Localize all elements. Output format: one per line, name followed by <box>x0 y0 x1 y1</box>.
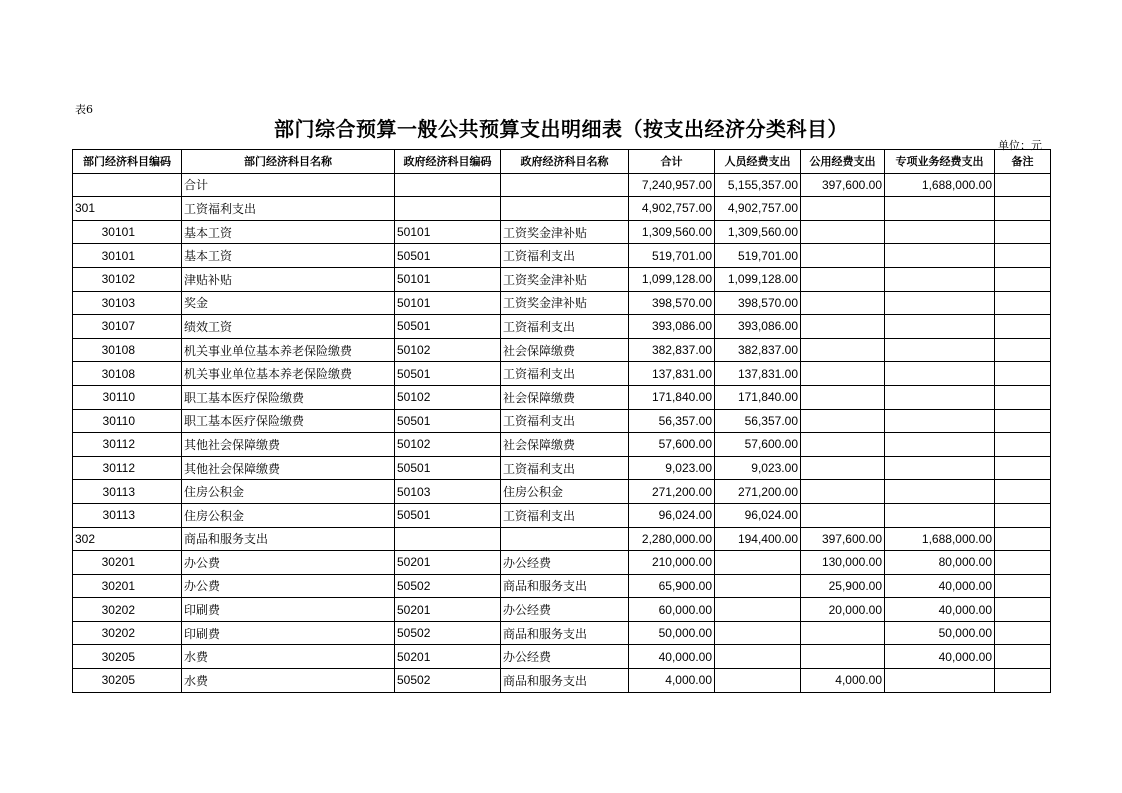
special-project-cell <box>885 291 995 315</box>
personnel-expense-cell: 1,099,128.00 <box>715 267 801 291</box>
special-project-cell <box>885 267 995 291</box>
total-cell: 9,023.00 <box>629 456 715 480</box>
personnel-expense-cell <box>715 669 801 693</box>
gov-econ-name-cell <box>501 197 629 221</box>
personnel-expense-cell: 57,600.00 <box>715 433 801 457</box>
remark-cell <box>995 598 1051 622</box>
personnel-expense-cell: 96,024.00 <box>715 503 801 527</box>
special-project-cell <box>885 244 995 268</box>
dept-econ-name-cell: 印刷费 <box>182 598 395 622</box>
page-title: 部门综合预算一般公共预算支出明细表（按支出经济分类科目） <box>274 117 848 141</box>
public-expense-cell <box>801 385 885 409</box>
table-row <box>73 385 1051 409</box>
table-row <box>73 574 1051 598</box>
gov-econ-code-cell: 50101 <box>395 291 501 315</box>
public-expense-cell <box>801 291 885 315</box>
dept-econ-code-cell: 30112 <box>73 433 182 457</box>
dept-econ-code-cell: 30113 <box>73 503 182 527</box>
personnel-expense-cell: 56,357.00 <box>715 409 801 433</box>
gov-econ-code-cell: 50103 <box>395 480 501 504</box>
personnel-expense-cell <box>715 551 801 575</box>
remark-cell <box>995 669 1051 693</box>
gov-econ-name-cell: 商品和服务支出 <box>501 621 629 645</box>
remark-cell <box>995 527 1051 551</box>
public-expense-cell <box>801 645 885 669</box>
remark-cell <box>995 315 1051 339</box>
dept-econ-code-cell: 30202 <box>73 598 182 622</box>
total-cell: 2,280,000.00 <box>629 527 715 551</box>
table-row <box>73 433 1051 457</box>
public-expense-cell <box>801 433 885 457</box>
special-project-cell: 1,688,000.00 <box>885 173 995 197</box>
personnel-expense-cell <box>715 598 801 622</box>
dept-econ-code-cell: 301 <box>73 197 182 221</box>
gov-econ-code-cell: 50502 <box>395 574 501 598</box>
table-row <box>73 598 1051 622</box>
special-project-cell: 1,688,000.00 <box>885 527 995 551</box>
public-expense-cell <box>801 480 885 504</box>
special-project-cell <box>885 409 995 433</box>
total-cell: 382,837.00 <box>629 338 715 362</box>
personnel-expense-cell <box>715 621 801 645</box>
dept-econ-name-cell: 印刷费 <box>182 621 395 645</box>
remark-cell <box>995 409 1051 433</box>
public-expense-cell <box>801 244 885 268</box>
table-row <box>73 409 1051 433</box>
total-row <box>73 173 1051 197</box>
dept-econ-name-cell: 津贴补贴 <box>182 267 395 291</box>
table-row <box>73 362 1051 386</box>
gov-econ-code-cell: 50501 <box>395 315 501 339</box>
gov-econ-name-cell <box>501 173 629 197</box>
special-project-cell: 40,000.00 <box>885 574 995 598</box>
personnel-expense-cell: 398,570.00 <box>715 291 801 315</box>
dept-econ-code-cell: 30107 <box>73 315 182 339</box>
gov-econ-code-cell: 50101 <box>395 267 501 291</box>
public-expense-cell: 20,000.00 <box>801 598 885 622</box>
gov-econ-name-cell: 社会保障缴费 <box>501 338 629 362</box>
dept-econ-name-cell: 机关事业单位基本养老保险缴费 <box>182 338 395 362</box>
column-header: 部门经济科目编码 <box>73 150 182 174</box>
personnel-expense-cell: 382,837.00 <box>715 338 801 362</box>
personnel-expense-cell <box>715 645 801 669</box>
table-row <box>73 669 1051 693</box>
dept-econ-code-cell: 30110 <box>73 409 182 433</box>
personnel-expense-cell: 519,701.00 <box>715 244 801 268</box>
table-row <box>73 456 1051 480</box>
gov-econ-name-cell: 商品和服务支出 <box>501 574 629 598</box>
total-cell: 393,086.00 <box>629 315 715 339</box>
gov-econ-code-cell: 50501 <box>395 456 501 480</box>
gov-econ-name-cell: 工资福利支出 <box>501 244 629 268</box>
dept-econ-name-cell: 基本工资 <box>182 244 395 268</box>
remark-cell <box>995 173 1051 197</box>
remark-cell <box>995 385 1051 409</box>
gov-econ-code-cell: 50102 <box>395 433 501 457</box>
special-project-cell: 40,000.00 <box>885 598 995 622</box>
table-row <box>73 480 1051 504</box>
gov-econ-name-cell: 社会保障缴费 <box>501 385 629 409</box>
dept-econ-name-cell: 基本工资 <box>182 220 395 244</box>
dept-econ-code-cell: 30103 <box>73 291 182 315</box>
gov-econ-code-cell: 50102 <box>395 385 501 409</box>
gov-econ-code-cell: 50101 <box>395 220 501 244</box>
gov-econ-name-cell: 工资福利支出 <box>501 315 629 339</box>
public-expense-cell: 4,000.00 <box>801 669 885 693</box>
personnel-expense-cell: 194,400.00 <box>715 527 801 551</box>
public-expense-cell <box>801 456 885 480</box>
column-header: 备注 <box>995 150 1051 174</box>
gov-econ-name-cell: 商品和服务支出 <box>501 669 629 693</box>
total-cell: 1,099,128.00 <box>629 267 715 291</box>
total-cell: 519,701.00 <box>629 244 715 268</box>
remark-cell <box>995 220 1051 244</box>
special-project-cell <box>885 220 995 244</box>
total-cell: 56,357.00 <box>629 409 715 433</box>
remark-cell <box>995 362 1051 386</box>
budget-detail-table <box>72 149 1051 693</box>
dept-econ-code-cell: 30101 <box>73 244 182 268</box>
gov-econ-name-cell <box>501 527 629 551</box>
special-project-cell <box>885 385 995 409</box>
special-project-cell <box>885 669 995 693</box>
total-cell: 4,000.00 <box>629 669 715 693</box>
gov-econ-name-cell: 工资福利支出 <box>501 362 629 386</box>
gov-econ-name-cell: 社会保障缴费 <box>501 433 629 457</box>
public-expense-cell <box>801 621 885 645</box>
personnel-expense-cell: 4,902,757.00 <box>715 197 801 221</box>
personnel-expense-cell: 271,200.00 <box>715 480 801 504</box>
gov-econ-code-cell <box>395 197 501 221</box>
dept-econ-code-cell: 30102 <box>73 267 182 291</box>
table-header-row <box>73 150 1051 174</box>
gov-econ-code-cell: 50201 <box>395 551 501 575</box>
column-header: 政府经济科目编码 <box>395 150 501 174</box>
dept-econ-name-cell: 住房公积金 <box>182 503 395 527</box>
remark-cell <box>995 267 1051 291</box>
table-row <box>73 621 1051 645</box>
gov-econ-code-cell: 50201 <box>395 598 501 622</box>
dept-econ-name-cell: 职工基本医疗保险缴费 <box>182 409 395 433</box>
table-row <box>73 645 1051 669</box>
special-project-cell <box>885 362 995 386</box>
dept-econ-name-cell: 绩效工资 <box>182 315 395 339</box>
table-row <box>73 244 1051 268</box>
gov-econ-name-cell: 工资福利支出 <box>501 503 629 527</box>
special-project-cell <box>885 315 995 339</box>
dept-econ-name-cell: 奖金 <box>182 291 395 315</box>
remark-cell <box>995 338 1051 362</box>
personnel-expense-cell: 137,831.00 <box>715 362 801 386</box>
remark-cell <box>995 456 1051 480</box>
dept-econ-name-cell: 商品和服务支出 <box>182 527 395 551</box>
public-expense-cell <box>801 267 885 291</box>
personnel-expense-cell: 5,155,357.00 <box>715 173 801 197</box>
gov-econ-name-cell: 工资奖金津补贴 <box>501 220 629 244</box>
remark-cell <box>995 480 1051 504</box>
special-project-cell <box>885 338 995 362</box>
dept-econ-name-cell: 合计 <box>182 173 395 197</box>
dept-econ-name-cell: 水费 <box>182 645 395 669</box>
remark-cell <box>995 574 1051 598</box>
table-row <box>73 291 1051 315</box>
dept-econ-code-cell: 30101 <box>73 220 182 244</box>
public-expense-cell: 130,000.00 <box>801 551 885 575</box>
dept-econ-code-cell: 30201 <box>73 551 182 575</box>
gov-econ-name-cell: 办公经费 <box>501 551 629 575</box>
dept-econ-code-cell: 30112 <box>73 456 182 480</box>
total-cell: 96,024.00 <box>629 503 715 527</box>
public-expense-cell <box>801 220 885 244</box>
personnel-expense-cell: 171,840.00 <box>715 385 801 409</box>
total-cell: 65,900.00 <box>629 574 715 598</box>
total-cell: 57,600.00 <box>629 433 715 457</box>
table-row <box>73 503 1051 527</box>
table-row <box>73 220 1051 244</box>
dept-econ-code-cell: 30110 <box>73 385 182 409</box>
gov-econ-code-cell: 50501 <box>395 503 501 527</box>
dept-econ-name-cell: 机关事业单位基本养老保险缴费 <box>182 362 395 386</box>
total-cell: 171,840.00 <box>629 385 715 409</box>
column-header: 公用经费支出 <box>801 150 885 174</box>
table-body <box>73 173 1051 692</box>
personnel-expense-cell: 1,309,560.00 <box>715 220 801 244</box>
dept-econ-name-cell: 住房公积金 <box>182 480 395 504</box>
remark-cell <box>995 551 1051 575</box>
public-expense-cell <box>801 503 885 527</box>
public-expense-cell <box>801 338 885 362</box>
special-project-cell <box>885 456 995 480</box>
gov-econ-name-cell: 办公经费 <box>501 598 629 622</box>
category-row <box>73 527 1051 551</box>
table-row <box>73 267 1051 291</box>
remark-cell <box>995 645 1051 669</box>
dept-econ-name-cell: 水费 <box>182 669 395 693</box>
remark-cell <box>995 433 1051 457</box>
table-row <box>73 338 1051 362</box>
column-header: 合计 <box>629 150 715 174</box>
gov-econ-code-cell: 50501 <box>395 362 501 386</box>
total-cell: 60,000.00 <box>629 598 715 622</box>
total-cell: 210,000.00 <box>629 551 715 575</box>
gov-econ-code-cell: 50501 <box>395 244 501 268</box>
dept-econ-name-cell: 其他社会保障缴费 <box>182 433 395 457</box>
dept-econ-code-cell: 30201 <box>73 574 182 598</box>
personnel-expense-cell: 393,086.00 <box>715 315 801 339</box>
special-project-cell: 80,000.00 <box>885 551 995 575</box>
total-cell: 137,831.00 <box>629 362 715 386</box>
personnel-expense-cell: 9,023.00 <box>715 456 801 480</box>
dept-econ-code-cell <box>73 173 182 197</box>
remark-cell <box>995 291 1051 315</box>
table-number-label: 表6 <box>75 103 93 116</box>
remark-cell <box>995 621 1051 645</box>
special-project-cell: 40,000.00 <box>885 645 995 669</box>
dept-econ-code-cell: 302 <box>73 527 182 551</box>
gov-econ-name-cell: 工资福利支出 <box>501 456 629 480</box>
column-header: 人员经费支出 <box>715 150 801 174</box>
public-expense-cell <box>801 315 885 339</box>
special-project-cell <box>885 503 995 527</box>
gov-econ-name-cell: 办公经费 <box>501 645 629 669</box>
gov-econ-code-cell: 50502 <box>395 669 501 693</box>
public-expense-cell <box>801 362 885 386</box>
dept-econ-code-cell: 30108 <box>73 338 182 362</box>
special-project-cell <box>885 480 995 504</box>
dept-econ-code-cell: 30113 <box>73 480 182 504</box>
gov-econ-name-cell: 工资奖金津补贴 <box>501 267 629 291</box>
dept-econ-code-cell: 30202 <box>73 621 182 645</box>
gov-econ-code-cell <box>395 173 501 197</box>
dept-econ-code-cell: 30108 <box>73 362 182 386</box>
gov-econ-name-cell: 工资福利支出 <box>501 409 629 433</box>
dept-econ-code-cell: 30205 <box>73 669 182 693</box>
remark-cell <box>995 244 1051 268</box>
total-cell: 1,309,560.00 <box>629 220 715 244</box>
gov-econ-code-cell: 50502 <box>395 621 501 645</box>
special-project-cell: 50,000.00 <box>885 621 995 645</box>
public-expense-cell: 397,600.00 <box>801 527 885 551</box>
gov-econ-code-cell: 50102 <box>395 338 501 362</box>
total-cell: 4,902,757.00 <box>629 197 715 221</box>
table-row <box>73 551 1051 575</box>
column-header: 专项业务经费支出 <box>885 150 995 174</box>
column-header: 政府经济科目名称 <box>501 150 629 174</box>
total-cell: 271,200.00 <box>629 480 715 504</box>
remark-cell <box>995 503 1051 527</box>
category-row <box>73 197 1051 221</box>
special-project-cell <box>885 433 995 457</box>
total-cell: 50,000.00 <box>629 621 715 645</box>
total-cell: 398,570.00 <box>629 291 715 315</box>
dept-econ-name-cell: 其他社会保障缴费 <box>182 456 395 480</box>
gov-econ-code-cell: 50501 <box>395 409 501 433</box>
column-header: 部门经济科目名称 <box>182 150 395 174</box>
dept-econ-code-cell: 30205 <box>73 645 182 669</box>
dept-econ-name-cell: 办公费 <box>182 574 395 598</box>
gov-econ-code-cell <box>395 527 501 551</box>
total-cell: 7,240,957.00 <box>629 173 715 197</box>
public-expense-cell <box>801 409 885 433</box>
gov-econ-name-cell: 住房公积金 <box>501 480 629 504</box>
dept-econ-name-cell: 职工基本医疗保险缴费 <box>182 385 395 409</box>
special-project-cell <box>885 197 995 221</box>
remark-cell <box>995 197 1051 221</box>
dept-econ-name-cell: 工资福利支出 <box>182 197 395 221</box>
public-expense-cell: 397,600.00 <box>801 173 885 197</box>
public-expense-cell: 25,900.00 <box>801 574 885 598</box>
gov-econ-code-cell: 50201 <box>395 645 501 669</box>
gov-econ-name-cell: 工资奖金津补贴 <box>501 291 629 315</box>
dept-econ-name-cell: 办公费 <box>182 551 395 575</box>
public-expense-cell <box>801 197 885 221</box>
table-row <box>73 315 1051 339</box>
unit-label: 单位：元 <box>998 139 1042 152</box>
personnel-expense-cell <box>715 574 801 598</box>
total-cell: 40,000.00 <box>629 645 715 669</box>
